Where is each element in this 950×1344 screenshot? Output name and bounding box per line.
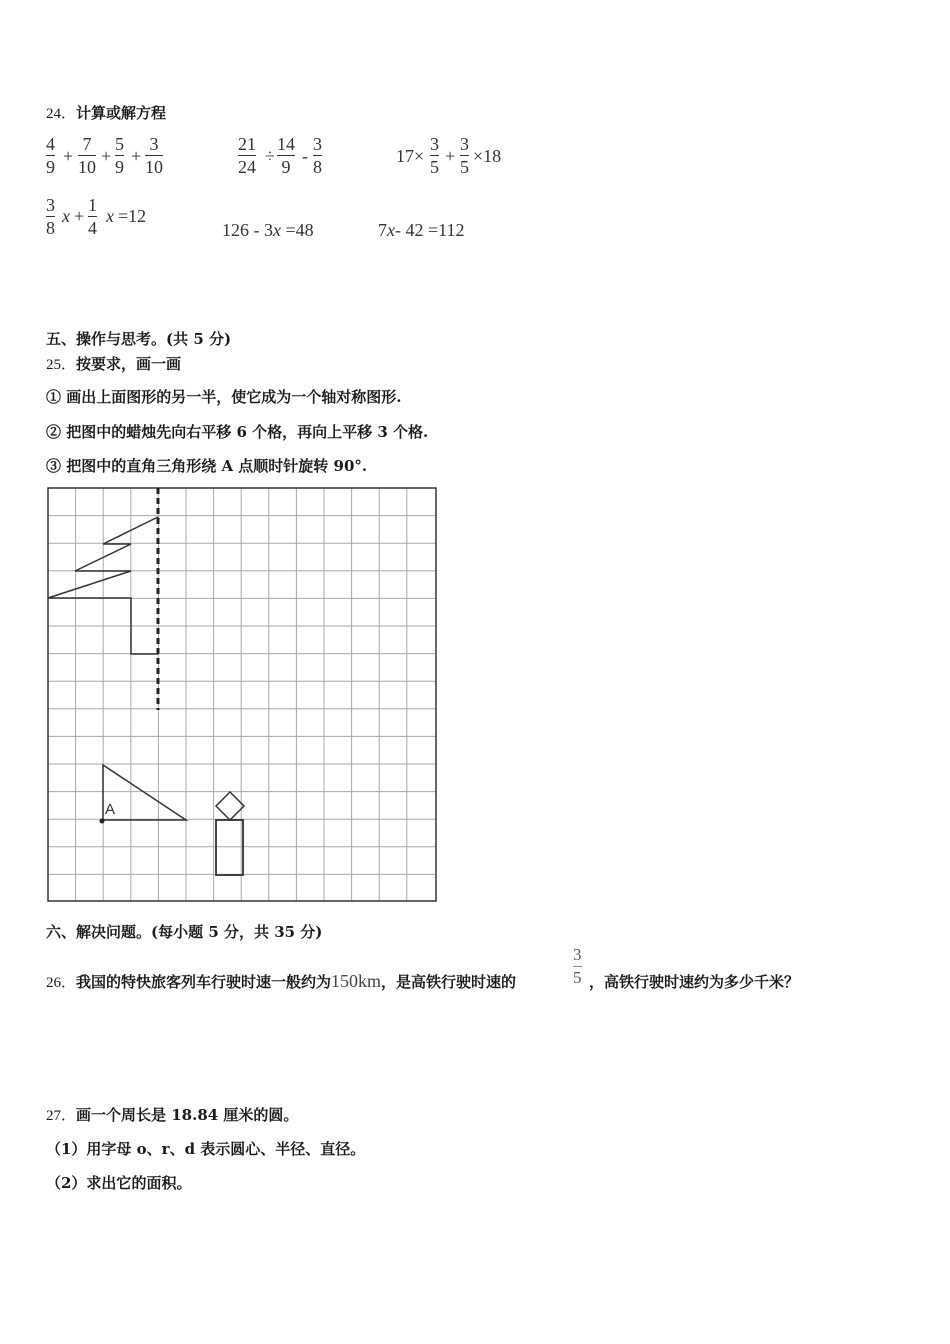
operator: + bbox=[445, 146, 456, 166]
q25-heading: 25．按要求，画一画 bbox=[46, 355, 182, 373]
fraction: 5 9 bbox=[115, 134, 124, 177]
number: 17 bbox=[396, 146, 414, 166]
q27-sub-2: （2）求出它的面积。 bbox=[46, 1174, 192, 1192]
operator: + bbox=[101, 146, 112, 166]
fraction: 7 10 bbox=[78, 134, 96, 177]
section-6-title: 六、解决问题。(每小题 5 分，共 35 分) bbox=[46, 923, 323, 941]
fraction: 3 8 bbox=[46, 195, 55, 238]
fraction: 3 5 bbox=[430, 134, 439, 177]
q27-sub-1: （1）用字母 o、r、d 表示圆心、半径、直径。 bbox=[46, 1140, 366, 1158]
fraction: 3 8 bbox=[313, 134, 322, 177]
grid-border bbox=[48, 488, 436, 901]
q24-number: 24． bbox=[46, 106, 77, 122]
section-5-title: 五、操作与思考。(共 5 分) bbox=[46, 330, 232, 348]
candle-flame bbox=[216, 792, 244, 820]
variable: x bbox=[106, 206, 114, 226]
q26-text-end: ，高铁行驶时速约为多少千米？ bbox=[589, 973, 800, 991]
q24-title: 计算或解方程 bbox=[76, 104, 167, 122]
fraction: 3 10 bbox=[145, 134, 163, 177]
q25-item-3: ③ 把图中的直角三角形绕 A 点顺时针旋转 90°. bbox=[46, 457, 368, 475]
right-triangle bbox=[103, 765, 186, 820]
point-a-label: A bbox=[105, 801, 116, 818]
operator: ×18 bbox=[473, 146, 502, 166]
equation-rhs: =12 bbox=[118, 206, 147, 226]
q26-text: 26．我国的特快旅客列车行驶时速一般约为150km，是高铁行驶时速的 bbox=[46, 971, 517, 991]
q25-item-2: ② 把图中的蜡烛先向右平移 6 个格，再向上平移 3 个格. bbox=[46, 423, 429, 441]
fraction: 14 9 bbox=[277, 134, 295, 177]
candle-body bbox=[216, 820, 243, 875]
fraction: 4 9 bbox=[46, 134, 55, 177]
q25-item-1: ① 画出上面图形的另一半，使它成为一个轴对称图形. bbox=[46, 388, 402, 406]
operator: + bbox=[63, 146, 74, 166]
point-a bbox=[100, 819, 105, 824]
fraction: 21 24 bbox=[238, 134, 256, 177]
operator: ÷ bbox=[265, 146, 275, 166]
q24-heading bbox=[46, 102, 166, 123]
q24-equation-3: 7x- 42 =112 bbox=[378, 220, 465, 240]
fraction: 3 5 bbox=[460, 134, 469, 177]
operator: - bbox=[302, 146, 308, 166]
q27-heading: 27．画一个周长是 18.84 厘米的圆。 bbox=[46, 1106, 299, 1124]
q26-fraction: 3 5 bbox=[573, 945, 582, 987]
q24-equation-2: 126 - 3x =48 bbox=[222, 220, 314, 240]
variable: x bbox=[62, 206, 70, 226]
operator: + bbox=[131, 146, 142, 166]
operator: × bbox=[414, 146, 425, 166]
operator: + bbox=[74, 206, 85, 226]
drawing-grid bbox=[47, 487, 437, 903]
fraction: 1 4 bbox=[88, 195, 97, 238]
